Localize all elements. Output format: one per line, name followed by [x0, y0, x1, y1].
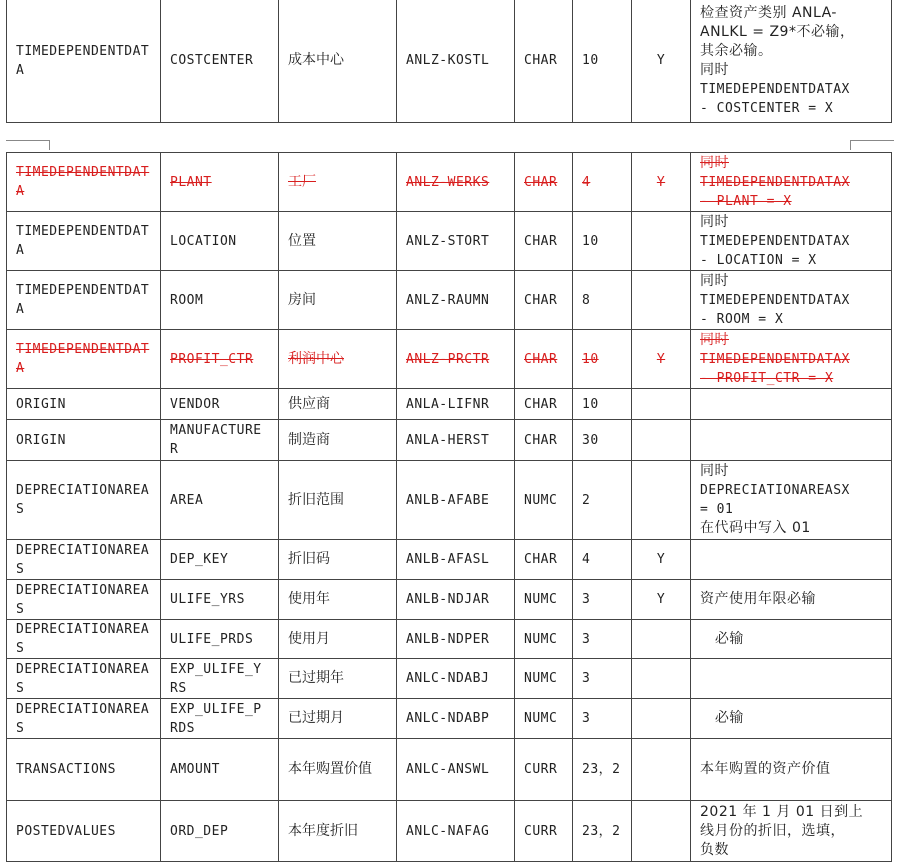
note-cell — [691, 801, 892, 862]
source-field-cell: ANLC-NDABP — [397, 699, 515, 739]
field-cell: ULIFE_PRDS — [161, 620, 279, 659]
description-cell: 供应商 — [279, 389, 397, 420]
source-field-cell: ANLZ-KOSTL — [397, 0, 515, 123]
required-cell — [632, 389, 691, 420]
length-cell: 10 — [573, 389, 632, 420]
note-line: 2021 年 1 月 01 日到上 — [700, 803, 864, 820]
data-type-cell: NUMC — [515, 699, 573, 739]
note-line: - COSTCENTER = X — [700, 100, 834, 116]
required-cell: Y — [632, 0, 691, 123]
data-type-cell: CURR — [515, 739, 573, 801]
note-cell — [691, 739, 892, 801]
length-cell: 3 — [573, 659, 632, 699]
object-cell: TIMEDEPENDENTDATA — [7, 330, 161, 389]
note-line: - LOCATION = X — [700, 252, 817, 268]
object-cell: DEPRECIATIONAREAS — [7, 540, 161, 580]
note-line: 同时 — [700, 331, 729, 348]
field-cell: ORD_DEP — [161, 801, 279, 862]
object-cell: POSTEDVALUES — [7, 801, 161, 862]
required-cell: Y — [632, 540, 691, 580]
object-cell: DEPRECIATIONAREAS — [7, 580, 161, 620]
required-cell — [632, 620, 691, 659]
object-cell: DEPRECIATIONAREAS — [7, 620, 161, 659]
note-cell — [691, 212, 892, 271]
note-line: - PROFIT_CTR = X — [700, 370, 834, 386]
note-line: 同时 — [700, 154, 729, 171]
note-cell — [691, 461, 892, 540]
note-line: 必输 — [700, 710, 744, 726]
note-line: ANLKL = Z9*不必输， — [700, 23, 855, 40]
note-line: 同时 — [700, 272, 729, 289]
data-type-cell: NUMC — [515, 659, 573, 699]
description-cell: 利润中心 — [279, 330, 397, 389]
note-cell — [691, 659, 892, 699]
length-cell: 3 — [573, 699, 632, 739]
note-line: 线月份的折旧，选填， — [700, 822, 845, 839]
length-cell: 10 — [573, 0, 632, 123]
note-line: 必输 — [700, 630, 744, 647]
length-cell: 23，2 — [573, 739, 632, 801]
required-cell — [632, 461, 691, 540]
data-type-cell: CURR — [515, 801, 573, 862]
field-cell: PROFIT_CTR — [161, 330, 279, 389]
note-line: 负数 — [700, 841, 729, 858]
object-cell: TIMEDEPENDENTDATA — [7, 0, 161, 123]
source-field-cell: ANLB-NDPER — [397, 620, 515, 659]
object-cell: ORIGIN — [7, 389, 161, 420]
data-type-cell: CHAR — [515, 212, 573, 271]
note-line: TIMEDEPENDENTDATAX — [700, 81, 850, 97]
table-row — [7, 389, 892, 420]
table-row — [7, 0, 892, 123]
field-mapping-table-top — [6, 0, 892, 123]
source-field-cell: ANLB-AFABE — [397, 461, 515, 540]
required-cell — [632, 420, 691, 461]
description-cell: 房间 — [279, 271, 397, 330]
note-line: DEPRECIATIONAREASX — [700, 483, 850, 498]
length-cell: 23，2 — [573, 801, 632, 862]
required-cell — [632, 212, 691, 271]
required-cell — [632, 739, 691, 801]
description-cell: 折旧码 — [279, 540, 397, 580]
description-cell: 成本中心 — [279, 0, 397, 123]
data-type-cell: NUMC — [515, 580, 573, 620]
note-line: 同时 — [700, 463, 729, 479]
note-cell — [691, 620, 892, 659]
page-break-mark-left — [6, 140, 50, 150]
field-cell: ROOM — [161, 271, 279, 330]
field-cell: EXP_ULIFE_YRS — [161, 659, 279, 699]
note-cell — [691, 153, 892, 212]
data-type-cell: CHAR — [515, 540, 573, 580]
data-type-cell: CHAR — [515, 330, 573, 389]
length-cell: 2 — [573, 461, 632, 540]
description-cell: 使用年 — [279, 580, 397, 620]
source-field-cell: ANLZ-STORT — [397, 212, 515, 271]
note-line: TIMEDEPENDENTDATAX — [700, 174, 850, 190]
source-field-cell: ANLC-NDABJ — [397, 659, 515, 699]
description-cell: 已过期月 — [279, 699, 397, 739]
note-cell — [691, 580, 892, 620]
source-field-cell: ANLZ-PRCTR — [397, 330, 515, 389]
object-cell: TIMEDEPENDENTDATA — [7, 271, 161, 330]
description-cell: 本年购置价值 — [279, 739, 397, 801]
table-row — [7, 580, 892, 620]
note-cell — [691, 699, 892, 739]
object-cell: DEPRECIATIONAREAS — [7, 699, 161, 739]
source-field-cell: ANLA-HERST — [397, 420, 515, 461]
field-cell: COSTCENTER — [161, 0, 279, 123]
description-cell: 已过期年 — [279, 659, 397, 699]
note-cell — [691, 330, 892, 389]
table-row — [7, 271, 892, 330]
length-cell: 10 — [573, 212, 632, 271]
object-cell: ORIGIN — [7, 420, 161, 461]
source-field-cell: ANLC-ANSWL — [397, 739, 515, 801]
table-row — [7, 699, 892, 739]
description-cell: 折旧范围 — [279, 461, 397, 540]
field-cell: AMOUNT — [161, 739, 279, 801]
note-line: 同时 — [700, 61, 729, 78]
data-type-cell: CHAR — [515, 0, 573, 123]
note-line: TIMEDEPENDENTDATAX — [700, 292, 850, 308]
note-line: - ROOM = X — [700, 311, 784, 327]
source-field-cell: ANLB-NDJAR — [397, 580, 515, 620]
note-line: 检查资产类别 ANLA- — [700, 4, 837, 21]
required-cell: Y — [632, 580, 691, 620]
length-cell: 10 — [573, 330, 632, 389]
field-cell: VENDOR — [161, 389, 279, 420]
data-type-cell: CHAR — [515, 389, 573, 420]
note-cell — [691, 540, 892, 580]
table-row — [7, 620, 892, 659]
description-cell: 位置 — [279, 212, 397, 271]
required-cell: Y — [632, 330, 691, 389]
table-row — [7, 212, 892, 271]
field-cell: MANUFACTURER — [161, 420, 279, 461]
source-field-cell: ANLA-LIFNR — [397, 389, 515, 420]
data-type-cell: CHAR — [515, 420, 573, 461]
table-row — [7, 461, 892, 540]
note-line: 本年购置的资产价值 — [700, 761, 831, 777]
table-row — [7, 801, 892, 862]
length-cell: 3 — [573, 580, 632, 620]
description-cell: 使用月 — [279, 620, 397, 659]
object-cell: TIMEDEPENDENTDATA — [7, 212, 161, 271]
length-cell: 3 — [573, 620, 632, 659]
source-field-cell: ANLZ-WERKS — [397, 153, 515, 212]
source-field-cell: ANLC-NAFAG — [397, 801, 515, 862]
field-mapping-table — [6, 152, 892, 862]
data-type-cell: NUMC — [515, 461, 573, 540]
description-cell: 制造商 — [279, 420, 397, 461]
note-cell — [691, 271, 892, 330]
note-line: - PLANT = X — [700, 193, 792, 209]
object-cell: DEPRECIATIONAREAS — [7, 659, 161, 699]
table-row — [7, 540, 892, 580]
note-line: 同时 — [700, 213, 729, 230]
table-row — [7, 739, 892, 801]
table-row — [7, 330, 892, 389]
source-field-cell: ANLZ-RAUMN — [397, 271, 515, 330]
note-cell — [691, 420, 892, 461]
required-cell: Y — [632, 153, 691, 212]
field-cell: LOCATION — [161, 212, 279, 271]
required-cell — [632, 271, 691, 330]
table-row — [7, 420, 892, 461]
required-cell — [632, 801, 691, 862]
field-cell: DEP_KEY — [161, 540, 279, 580]
table-row — [7, 659, 892, 699]
data-type-cell: CHAR — [515, 153, 573, 212]
length-cell: 8 — [573, 271, 632, 330]
field-cell: PLANT — [161, 153, 279, 212]
page-break-mark-right — [850, 140, 894, 150]
length-cell: 30 — [573, 420, 632, 461]
note-line: 其余必输。 — [700, 42, 773, 59]
note-cell — [691, 0, 892, 123]
note-line: = 01 — [700, 502, 734, 517]
object-cell: DEPRECIATIONAREAS — [7, 461, 161, 540]
note-line: 在代码中写入 01 — [700, 520, 811, 536]
object-cell: TRANSACTIONS — [7, 739, 161, 801]
note-line: TIMEDEPENDENTDATAX — [700, 233, 850, 249]
data-type-cell: CHAR — [515, 271, 573, 330]
required-cell — [632, 699, 691, 739]
length-cell: 4 — [573, 540, 632, 580]
description-cell: 本年度折旧 — [279, 801, 397, 862]
description-cell: 工厂 — [279, 153, 397, 212]
object-cell: TIMEDEPENDENTDATA — [7, 153, 161, 212]
required-cell — [632, 659, 691, 699]
field-cell: ULIFE_YRS — [161, 580, 279, 620]
field-cell: EXP_ULIFE_PRDS — [161, 699, 279, 739]
source-field-cell: ANLB-AFASL — [397, 540, 515, 580]
note-cell — [691, 389, 892, 420]
data-type-cell: NUMC — [515, 620, 573, 659]
note-line: 资产使用年限必输 — [700, 591, 816, 607]
table-row — [7, 153, 892, 212]
note-line: TIMEDEPENDENTDATAX — [700, 351, 850, 367]
length-cell: 4 — [573, 153, 632, 212]
field-cell: AREA — [161, 461, 279, 540]
